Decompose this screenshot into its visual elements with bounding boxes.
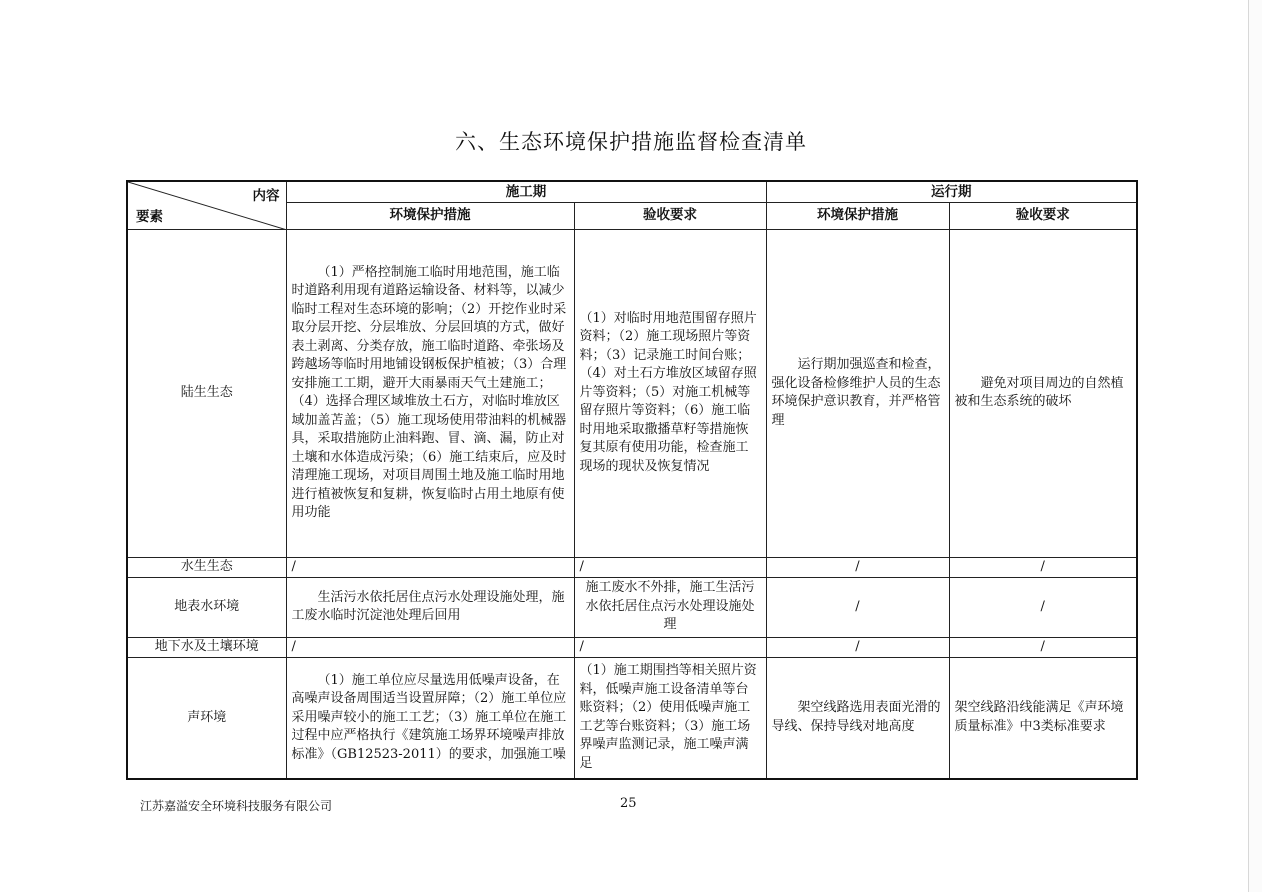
operation-measures-cell: 运行期加强巡查和检查，强化设备检修维护人员的生态环境保护意识教育，并严格管理 [766, 229, 949, 557]
corner-content-label: 内容 [252, 188, 280, 204]
construction-acceptance-cell: （1）对临时用地范围留存照片资料；（2）施工现场照片等资料；（3）记录施工时间台账；（4）对土石方堆放区域留存照片等资料；（5）对施工机械等留存照片等资料；（6）施工临时用地采取撒播草籽等措施恢复其原有使用功能，检查施工现场的现状及恢复情况 [574, 229, 766, 557]
construction-measures-cell: （1）施工单位应尽量选用低噪声设备，在高噪声设备周围适当设置屏障；（2）施工单位应采用噪声较小的施工工艺；（3）施工单位在施工过程中应严格执行《建筑施工场界环境噪声排放标准》（GB12523-2011）的要求，加强施工噪 [286, 657, 574, 779]
table-row [127, 229, 1137, 557]
operation-measures-cell: 架空线路选用表面光滑的导线、保持导线对地高度 [766, 657, 949, 779]
row-element: 地下水及土壤环境 [127, 637, 286, 657]
table-row [127, 557, 1137, 577]
corner-header [127, 181, 286, 229]
construction-acceptance-cell: 施工废水不外排，施工生活污水依托居住点污水处理设施处理 [574, 577, 766, 637]
page-title: 六、生态环境保护措施监督检查清单 [455, 130, 807, 154]
construction-measures-cell: （1）严格控制施工临时用地范围，施工临时道路利用现有道路运输设备、材料等，以减少临时工程对生态环境的影响；（2）开挖作业时采取分层开挖、分层堆放、分层回填的方式，做好表土剥离、分类存放，施工临时道路、牵张场及跨越场等临时用地铺设钢板保护植被；（3）合理安排施工工期，避开大雨暴雨天气土建施工；（4）选择合理区域堆放土石方，对临时堆放区域加盖苫盖；（5）施工现场使用带油料的机械器具，采取措施防止油料跑、冒、滴、漏，防止对土壤和水体造成污染；（6）施工结束后，应及时清理施工现场，对项目周围土地及施工临时用地进行植被恢复和复耕，恢复临时占用土地原有使用功能 [286, 229, 574, 557]
operation-acceptance-cell: 避免对项目周边的自然植被和生态系统的破坏 [949, 229, 1137, 557]
col-operation-measures: 环境保护措施 [766, 202, 949, 229]
inspection-table [126, 180, 1138, 780]
operation-acceptance-cell: / [949, 637, 1137, 657]
operation-acceptance-cell: 架空线路沿线能满足《声环境质量标准》中3类标准要求 [949, 657, 1137, 779]
construction-measures-cell: 生活污水依托居住点污水处理设施处理，施工废水临时沉淀池处理后回用 [286, 577, 574, 637]
row-element: 声环境 [127, 657, 286, 779]
row-element: 陆生生态 [127, 229, 286, 557]
construction-measures-cell: / [286, 637, 574, 657]
construction-measures-cell: / [286, 557, 574, 577]
phase-construction-header: 施工期 [286, 181, 766, 202]
table-row [127, 657, 1137, 779]
row-element: 水生生态 [127, 557, 286, 577]
col-construction-acceptance: 验收要求 [574, 202, 766, 229]
table-row [127, 577, 1137, 637]
operation-measures-cell: / [766, 577, 949, 637]
construction-acceptance-cell: / [574, 557, 766, 577]
operation-measures-cell: / [766, 557, 949, 577]
col-operation-acceptance: 验收要求 [949, 202, 1137, 229]
construction-acceptance-cell: / [574, 637, 766, 657]
table-row [127, 637, 1137, 657]
corner-element-label: 要素 [136, 209, 163, 225]
operation-acceptance-cell: / [949, 557, 1137, 577]
page-number: 25 [620, 796, 637, 811]
operation-acceptance-cell: / [949, 577, 1137, 637]
row-element: 地表水环境 [127, 577, 286, 637]
phase-operation-header: 运行期 [766, 181, 1137, 202]
col-construction-measures: 环境保护措施 [286, 202, 574, 229]
construction-acceptance-cell: （1）施工期围挡等相关照片资料，低噪声施工设备清单等台账资料；（2）使用低噪声施工工艺等台账资料；（3）施工场界噪声监测记录，施工噪声满足 [574, 657, 766, 779]
footer-company: 江苏嘉溢安全环境科技服务有限公司 [140, 799, 333, 813]
operation-measures-cell: / [766, 637, 949, 657]
